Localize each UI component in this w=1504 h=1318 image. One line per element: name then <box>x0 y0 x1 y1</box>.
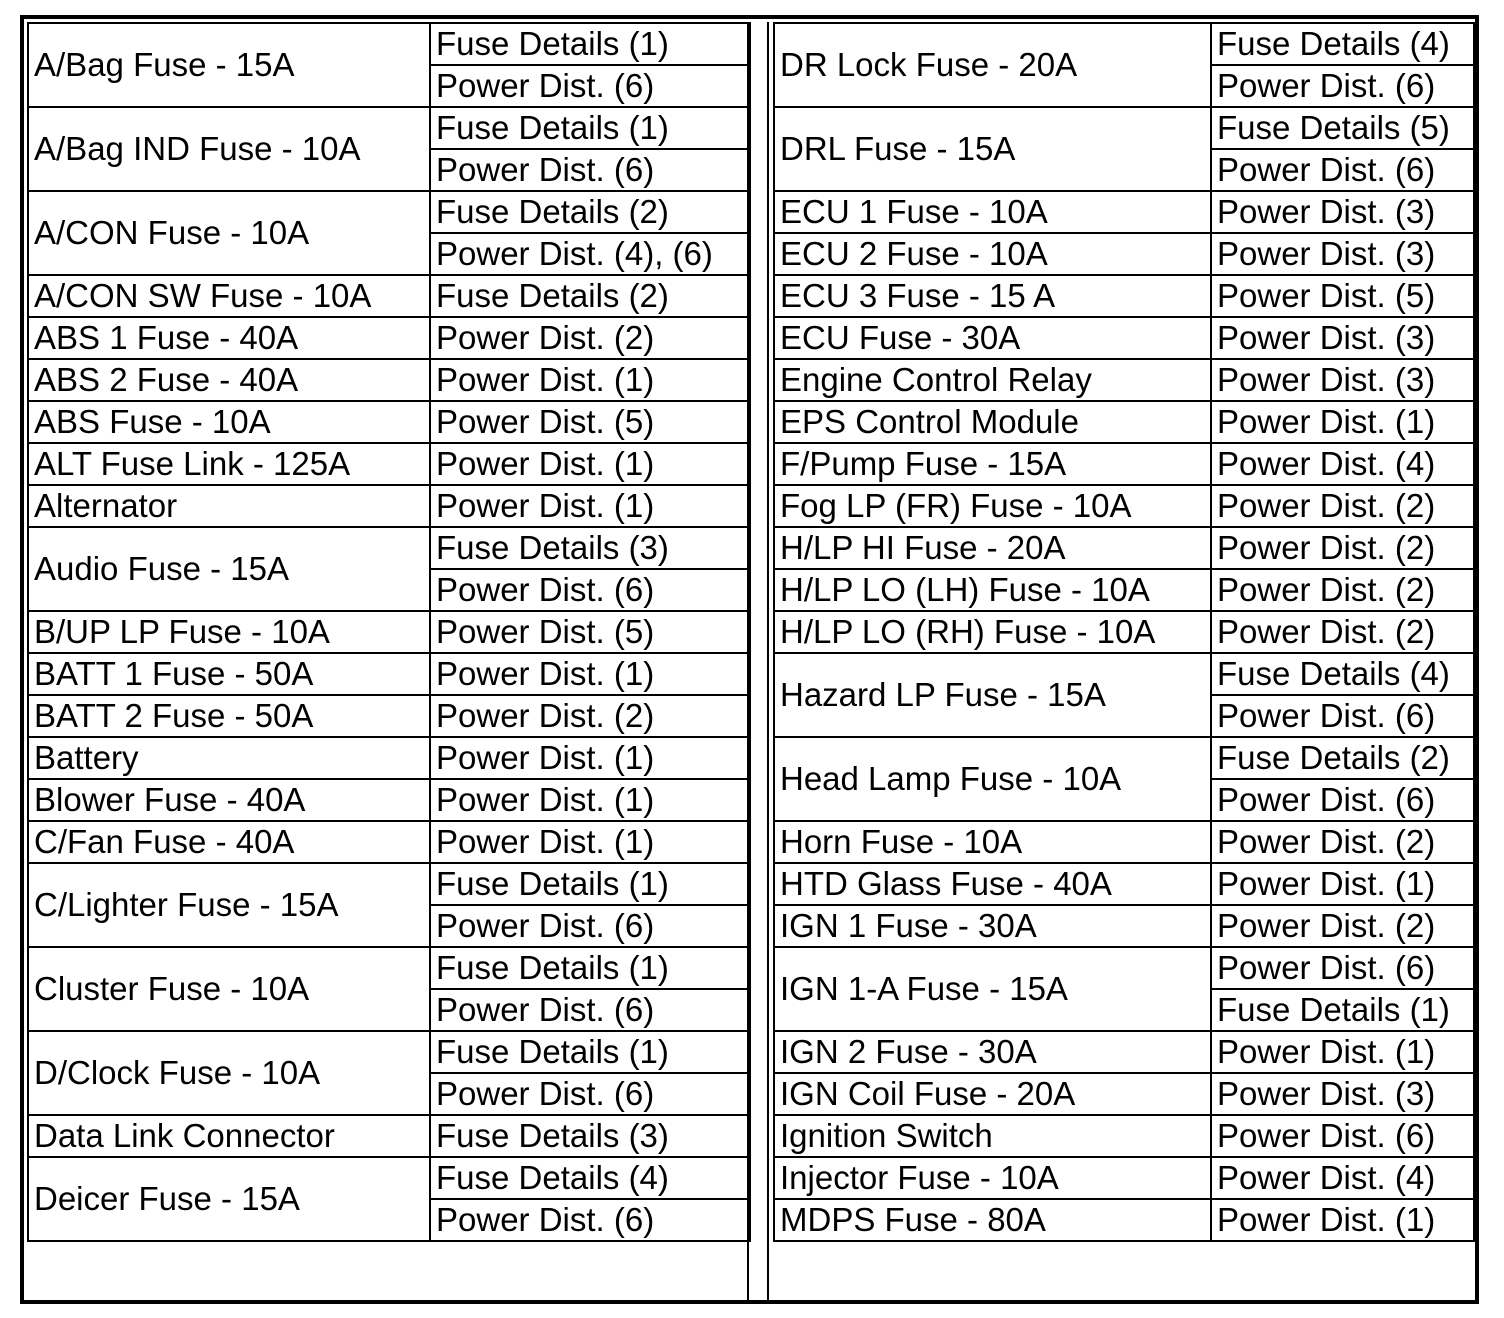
reference-cell: Power Dist. (1) <box>1211 1199 1474 1241</box>
table-row <box>28 1115 750 1157</box>
reference-cell: Fuse Details (3) <box>430 527 750 569</box>
reference-cell: Power Dist. (6) <box>1211 1115 1474 1157</box>
reference-cell: Power Dist. (6) <box>1211 65 1474 107</box>
component-name-cell: B/UP LP Fuse - 10A <box>28 611 430 653</box>
table-row <box>28 23 750 65</box>
component-name-cell: DR Lock Fuse - 20A <box>774 23 1211 107</box>
component-name-cell: HTD Glass Fuse - 40A <box>774 863 1211 905</box>
reference-cell: Power Dist. (1) <box>1211 863 1474 905</box>
table-row <box>28 317 750 359</box>
reference-cell: Power Dist. (6) <box>1211 947 1474 989</box>
reference-cell: Power Dist. (1) <box>1211 401 1474 443</box>
table-row <box>774 947 1474 989</box>
reference-cell: Power Dist. (2) <box>1211 527 1474 569</box>
component-name-cell: A/CON SW Fuse - 10A <box>28 275 430 317</box>
reference-cell: Power Dist. (6) <box>430 1199 750 1241</box>
table-row <box>28 947 750 989</box>
table-row <box>774 737 1474 779</box>
reference-cell: Fuse Details (2) <box>430 191 750 233</box>
reference-cell: Power Dist. (1) <box>1211 1031 1474 1073</box>
component-name-cell: Cluster Fuse - 10A <box>28 947 430 1031</box>
reference-cell: Power Dist. (6) <box>430 569 750 611</box>
reference-cell: Power Dist. (2) <box>1211 569 1474 611</box>
component-name-cell: BATT 2 Fuse - 50A <box>28 695 430 737</box>
table-row <box>28 821 750 863</box>
table-row <box>28 611 750 653</box>
component-name-cell: H/LP LO (LH) Fuse - 10A <box>774 569 1211 611</box>
component-name-cell: ECU Fuse - 30A <box>774 317 1211 359</box>
fuse-index-frame <box>20 15 1479 1304</box>
component-name-cell: ABS 1 Fuse - 40A <box>28 317 430 359</box>
component-name-cell: MDPS Fuse - 80A <box>774 1199 1211 1241</box>
table-row <box>774 1031 1474 1073</box>
reference-cell: Fuse Details (1) <box>430 1031 750 1073</box>
table-row <box>774 317 1474 359</box>
reference-cell: Power Dist. (3) <box>1211 317 1474 359</box>
table-row <box>774 611 1474 653</box>
reference-cell: Power Dist. (2) <box>1211 905 1474 947</box>
component-name-cell: ALT Fuse Link - 125A <box>28 443 430 485</box>
component-name-cell: IGN 1-A Fuse - 15A <box>774 947 1211 1031</box>
reference-cell: Fuse Details (4) <box>1211 23 1474 65</box>
reference-cell: Power Dist. (4), (6) <box>430 233 750 275</box>
reference-cell: Fuse Details (4) <box>1211 653 1474 695</box>
table-row <box>774 527 1474 569</box>
component-name-cell: EPS Control Module <box>774 401 1211 443</box>
component-name-cell: C/Lighter Fuse - 15A <box>28 863 430 947</box>
table-row <box>774 569 1474 611</box>
table-row <box>774 905 1474 947</box>
table-row <box>28 653 750 695</box>
component-name-cell: Audio Fuse - 15A <box>28 527 430 611</box>
component-name-cell: DRL Fuse - 15A <box>774 107 1211 191</box>
reference-cell: Power Dist. (3) <box>1211 233 1474 275</box>
table-row <box>774 1115 1474 1157</box>
component-name-cell: H/LP LO (RH) Fuse - 10A <box>774 611 1211 653</box>
table-row <box>774 107 1474 149</box>
table-row <box>28 275 750 317</box>
component-name-cell: Fog LP (FR) Fuse - 10A <box>774 485 1211 527</box>
reference-cell: Power Dist. (2) <box>1211 821 1474 863</box>
column-divider <box>747 22 769 1300</box>
reference-cell: Power Dist. (6) <box>1211 695 1474 737</box>
table-row <box>774 275 1474 317</box>
reference-cell: Power Dist. (3) <box>1211 359 1474 401</box>
table-row <box>774 401 1474 443</box>
table-row <box>28 1031 750 1073</box>
reference-cell: Power Dist. (2) <box>430 317 750 359</box>
reference-cell: Power Dist. (1) <box>430 737 750 779</box>
table-row <box>28 695 750 737</box>
reference-cell: Power Dist. (2) <box>430 695 750 737</box>
component-name-cell: Engine Control Relay <box>774 359 1211 401</box>
reference-cell: Power Dist. (1) <box>430 779 750 821</box>
component-name-cell: Head Lamp Fuse - 10A <box>774 737 1211 821</box>
table-row <box>774 1073 1474 1115</box>
component-name-cell: A/CON Fuse - 10A <box>28 191 430 275</box>
table-row <box>774 23 1474 65</box>
reference-cell: Power Dist. (5) <box>1211 275 1474 317</box>
fuse-index-table-right <box>773 22 1475 1242</box>
component-name-cell: Alternator <box>28 485 430 527</box>
reference-cell: Power Dist. (4) <box>1211 443 1474 485</box>
reference-cell: Power Dist. (1) <box>430 485 750 527</box>
reference-cell: Power Dist. (6) <box>1211 779 1474 821</box>
component-name-cell: Battery <box>28 737 430 779</box>
reference-cell: Power Dist. (6) <box>430 149 750 191</box>
table-row <box>774 821 1474 863</box>
component-name-cell: Ignition Switch <box>774 1115 1211 1157</box>
reference-cell: Power Dist. (4) <box>1211 1157 1474 1199</box>
reference-cell: Power Dist. (5) <box>430 401 750 443</box>
component-name-cell: Horn Fuse - 10A <box>774 821 1211 863</box>
component-name-cell: Data Link Connector <box>28 1115 430 1157</box>
reference-cell: Power Dist. (6) <box>430 65 750 107</box>
reference-cell: Power Dist. (1) <box>430 443 750 485</box>
reference-cell: Power Dist. (1) <box>430 821 750 863</box>
component-name-cell: ECU 3 Fuse - 15 A <box>774 275 1211 317</box>
reference-cell: Power Dist. (3) <box>1211 1073 1474 1115</box>
component-name-cell: IGN 2 Fuse - 30A <box>774 1031 1211 1073</box>
component-name-cell: H/LP HI Fuse - 20A <box>774 527 1211 569</box>
table-row <box>28 191 750 233</box>
table-row <box>28 1157 750 1199</box>
reference-cell: Fuse Details (4) <box>430 1157 750 1199</box>
table-row <box>774 359 1474 401</box>
table-row <box>28 443 750 485</box>
reference-cell: Fuse Details (5) <box>1211 107 1474 149</box>
reference-cell: Fuse Details (1) <box>430 863 750 905</box>
reference-cell: Fuse Details (1) <box>430 947 750 989</box>
reference-cell: Power Dist. (6) <box>430 989 750 1031</box>
component-name-cell: A/Bag IND Fuse - 10A <box>28 107 430 191</box>
reference-cell: Power Dist. (2) <box>1211 485 1474 527</box>
table-row <box>28 863 750 905</box>
table-row <box>774 233 1474 275</box>
reference-cell: Power Dist. (2) <box>1211 611 1474 653</box>
reference-cell: Fuse Details (3) <box>430 1115 750 1157</box>
table-row <box>28 401 750 443</box>
table-row <box>774 1199 1474 1241</box>
reference-cell: Fuse Details (1) <box>430 107 750 149</box>
component-name-cell: IGN 1 Fuse - 30A <box>774 905 1211 947</box>
table-row <box>774 485 1474 527</box>
component-name-cell: ECU 1 Fuse - 10A <box>774 191 1211 233</box>
component-name-cell: BATT 1 Fuse - 50A <box>28 653 430 695</box>
reference-cell: Fuse Details (1) <box>1211 989 1474 1031</box>
component-name-cell: A/Bag Fuse - 15A <box>28 23 430 107</box>
component-name-cell: IGN Coil Fuse - 20A <box>774 1073 1211 1115</box>
component-name-cell: ECU 2 Fuse - 10A <box>774 233 1211 275</box>
table-row <box>28 737 750 779</box>
table-row <box>774 653 1474 695</box>
component-name-cell: F/Pump Fuse - 15A <box>774 443 1211 485</box>
reference-cell: Power Dist. (6) <box>430 905 750 947</box>
table-row <box>28 359 750 401</box>
reference-cell: Fuse Details (2) <box>430 275 750 317</box>
component-name-cell: ABS Fuse - 10A <box>28 401 430 443</box>
reference-cell: Power Dist. (6) <box>1211 149 1474 191</box>
component-name-cell: D/Clock Fuse - 10A <box>28 1031 430 1115</box>
component-name-cell: Deicer Fuse - 15A <box>28 1157 430 1241</box>
component-name-cell: Injector Fuse - 10A <box>774 1157 1211 1199</box>
reference-cell: Fuse Details (2) <box>1211 737 1474 779</box>
table-row <box>774 443 1474 485</box>
table-row <box>774 1157 1474 1199</box>
component-name-cell: ABS 2 Fuse - 40A <box>28 359 430 401</box>
component-name-cell: Hazard LP Fuse - 15A <box>774 653 1211 737</box>
reference-cell: Power Dist. (5) <box>430 611 750 653</box>
component-name-cell: Blower Fuse - 40A <box>28 779 430 821</box>
reference-cell: Power Dist. (6) <box>430 1073 750 1115</box>
reference-cell: Power Dist. (3) <box>1211 191 1474 233</box>
component-name-cell: C/Fan Fuse - 40A <box>28 821 430 863</box>
table-row <box>28 779 750 821</box>
reference-cell: Fuse Details (1) <box>430 23 750 65</box>
table-row <box>774 863 1474 905</box>
table-row <box>774 191 1474 233</box>
fuse-index-table-left <box>27 22 751 1242</box>
table-row <box>28 485 750 527</box>
table-row <box>28 527 750 569</box>
table-row <box>28 107 750 149</box>
reference-cell: Power Dist. (1) <box>430 653 750 695</box>
reference-cell: Power Dist. (1) <box>430 359 750 401</box>
